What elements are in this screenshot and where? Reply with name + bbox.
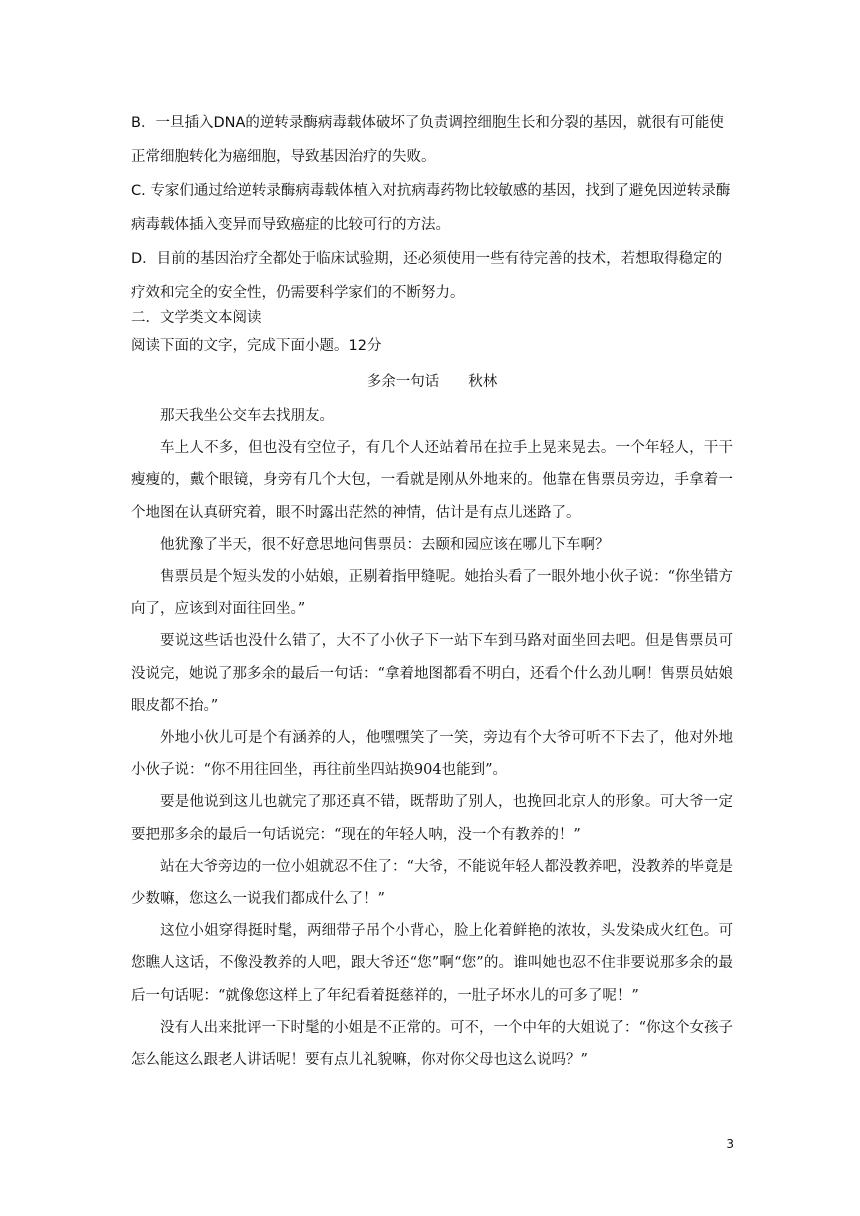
option-c: C. 专家们通过给逆转录酶病毒载体植入对抗病毒药物比较敏感的基因，找到了避免因逆转录酶病毒载体插入变异而导致癌症的比较可行的方法。 xyxy=(131,183,731,233)
story-paragraph: 站在大爷旁边的一位小姐就忍不住了：“大爷，不能说年轻人都没教养吧，没教养的毕竟是少数嘛，您这么一说我们都成什么了！” xyxy=(131,858,733,908)
story-paragraph: 没有人出来批评一下时髦的小姐是不正常的。可不，一个中年的大姐说了：“你这个女孩子怎么能这么跟老人讲话呢！要有点儿礼貌嘛，你对你父母也这么说吗？” xyxy=(131,1019,733,1069)
option-d: D．目前的基因治疗全都处于临床试验期，还必须使用一些有待完善的技术，若想取得稳定的疗效和完全的安全性，仍需要科学家们的不断努力。 xyxy=(131,251,723,301)
reading-instruction: 阅读下面的文字，完成下面小题。12分 xyxy=(131,338,382,354)
story-paragraph: 那天我坐公交车去找朋友。 xyxy=(160,408,334,424)
page-number: 3 xyxy=(726,1137,734,1151)
story-paragraph: 这位小姐穿得挺时髦，两细带子吊个小背心，脸上化着鲜艳的浓妆，头发染成火红色。可您瞧人这话，不像没教养的人吧，跟大爷还“您”啊“您”的。谁叫她也忍不住非要说那多余的最后一句话呢：“就像您这样上了年纪看着挺慈祥的，一肚子坏水儿的可多了呢！” xyxy=(131,923,733,1004)
section-title: 二．文学类文本阅读 xyxy=(131,310,262,326)
story-paragraph: 他犹豫了半天，很不好意思地问售票员：去颐和园应该在哪儿下车啊？ xyxy=(160,536,610,553)
answer-options xyxy=(131,106,733,310)
story-paragraph: 外地小伙儿可是个有涵养的人，他嘿嘿笑了一笑，旁边有个大爷可听不下去了，他对外地小伙子说：“你不用往回坐，再往前坐四站换904也能到”。 xyxy=(131,730,733,779)
story-paragraph: 售票员是个短头发的小姑娘，正剔着指甲缝呢。她抬头看了一眼外地小伙子说：“你坐错方向了，应该到对面往回坐。” xyxy=(131,569,733,618)
story-paragraph: 车上人不多，但也没有空位子，有几个人还站着吊在拉手上晃来晃去。一个年轻人，干干瘦瘦的，戴个眼镜，身旁有几个大包，一看就是刚从外地来的。他靠在售票员旁边，手拿着一个地图在认真研究着，眼不时露出茫然的神情，估计是有点儿迷路了。 xyxy=(131,440,733,521)
story-title: 多余一句话 秋林 xyxy=(366,374,498,390)
story-paragraph: 要是他说到这儿也就完了那还真不错，既帮助了别人，也挽回北京人的形象。可大爷一定要把那多余的最后一句话说完：“现在的年轻人呐，没一个有教养的！” xyxy=(131,794,733,843)
option-b: B．一旦插入DNA的逆转录酶病毒载体破坏了负责调控细胞生长和分裂的基因，就很有可能使正常细胞转化为癌细胞，导致基因治疗的失败。 xyxy=(131,115,724,165)
story-body xyxy=(131,400,733,1076)
story-paragraph: 要说这些话也没什么错了，大不了小伙子下一站下车到马路对面坐回去吧。但是售票员可没说完，她说了那多余的最后一句话：“拿着地图都看不明白，还看个什么劲儿啊！售票员姑娘眼皮都不抬。” xyxy=(131,633,733,714)
